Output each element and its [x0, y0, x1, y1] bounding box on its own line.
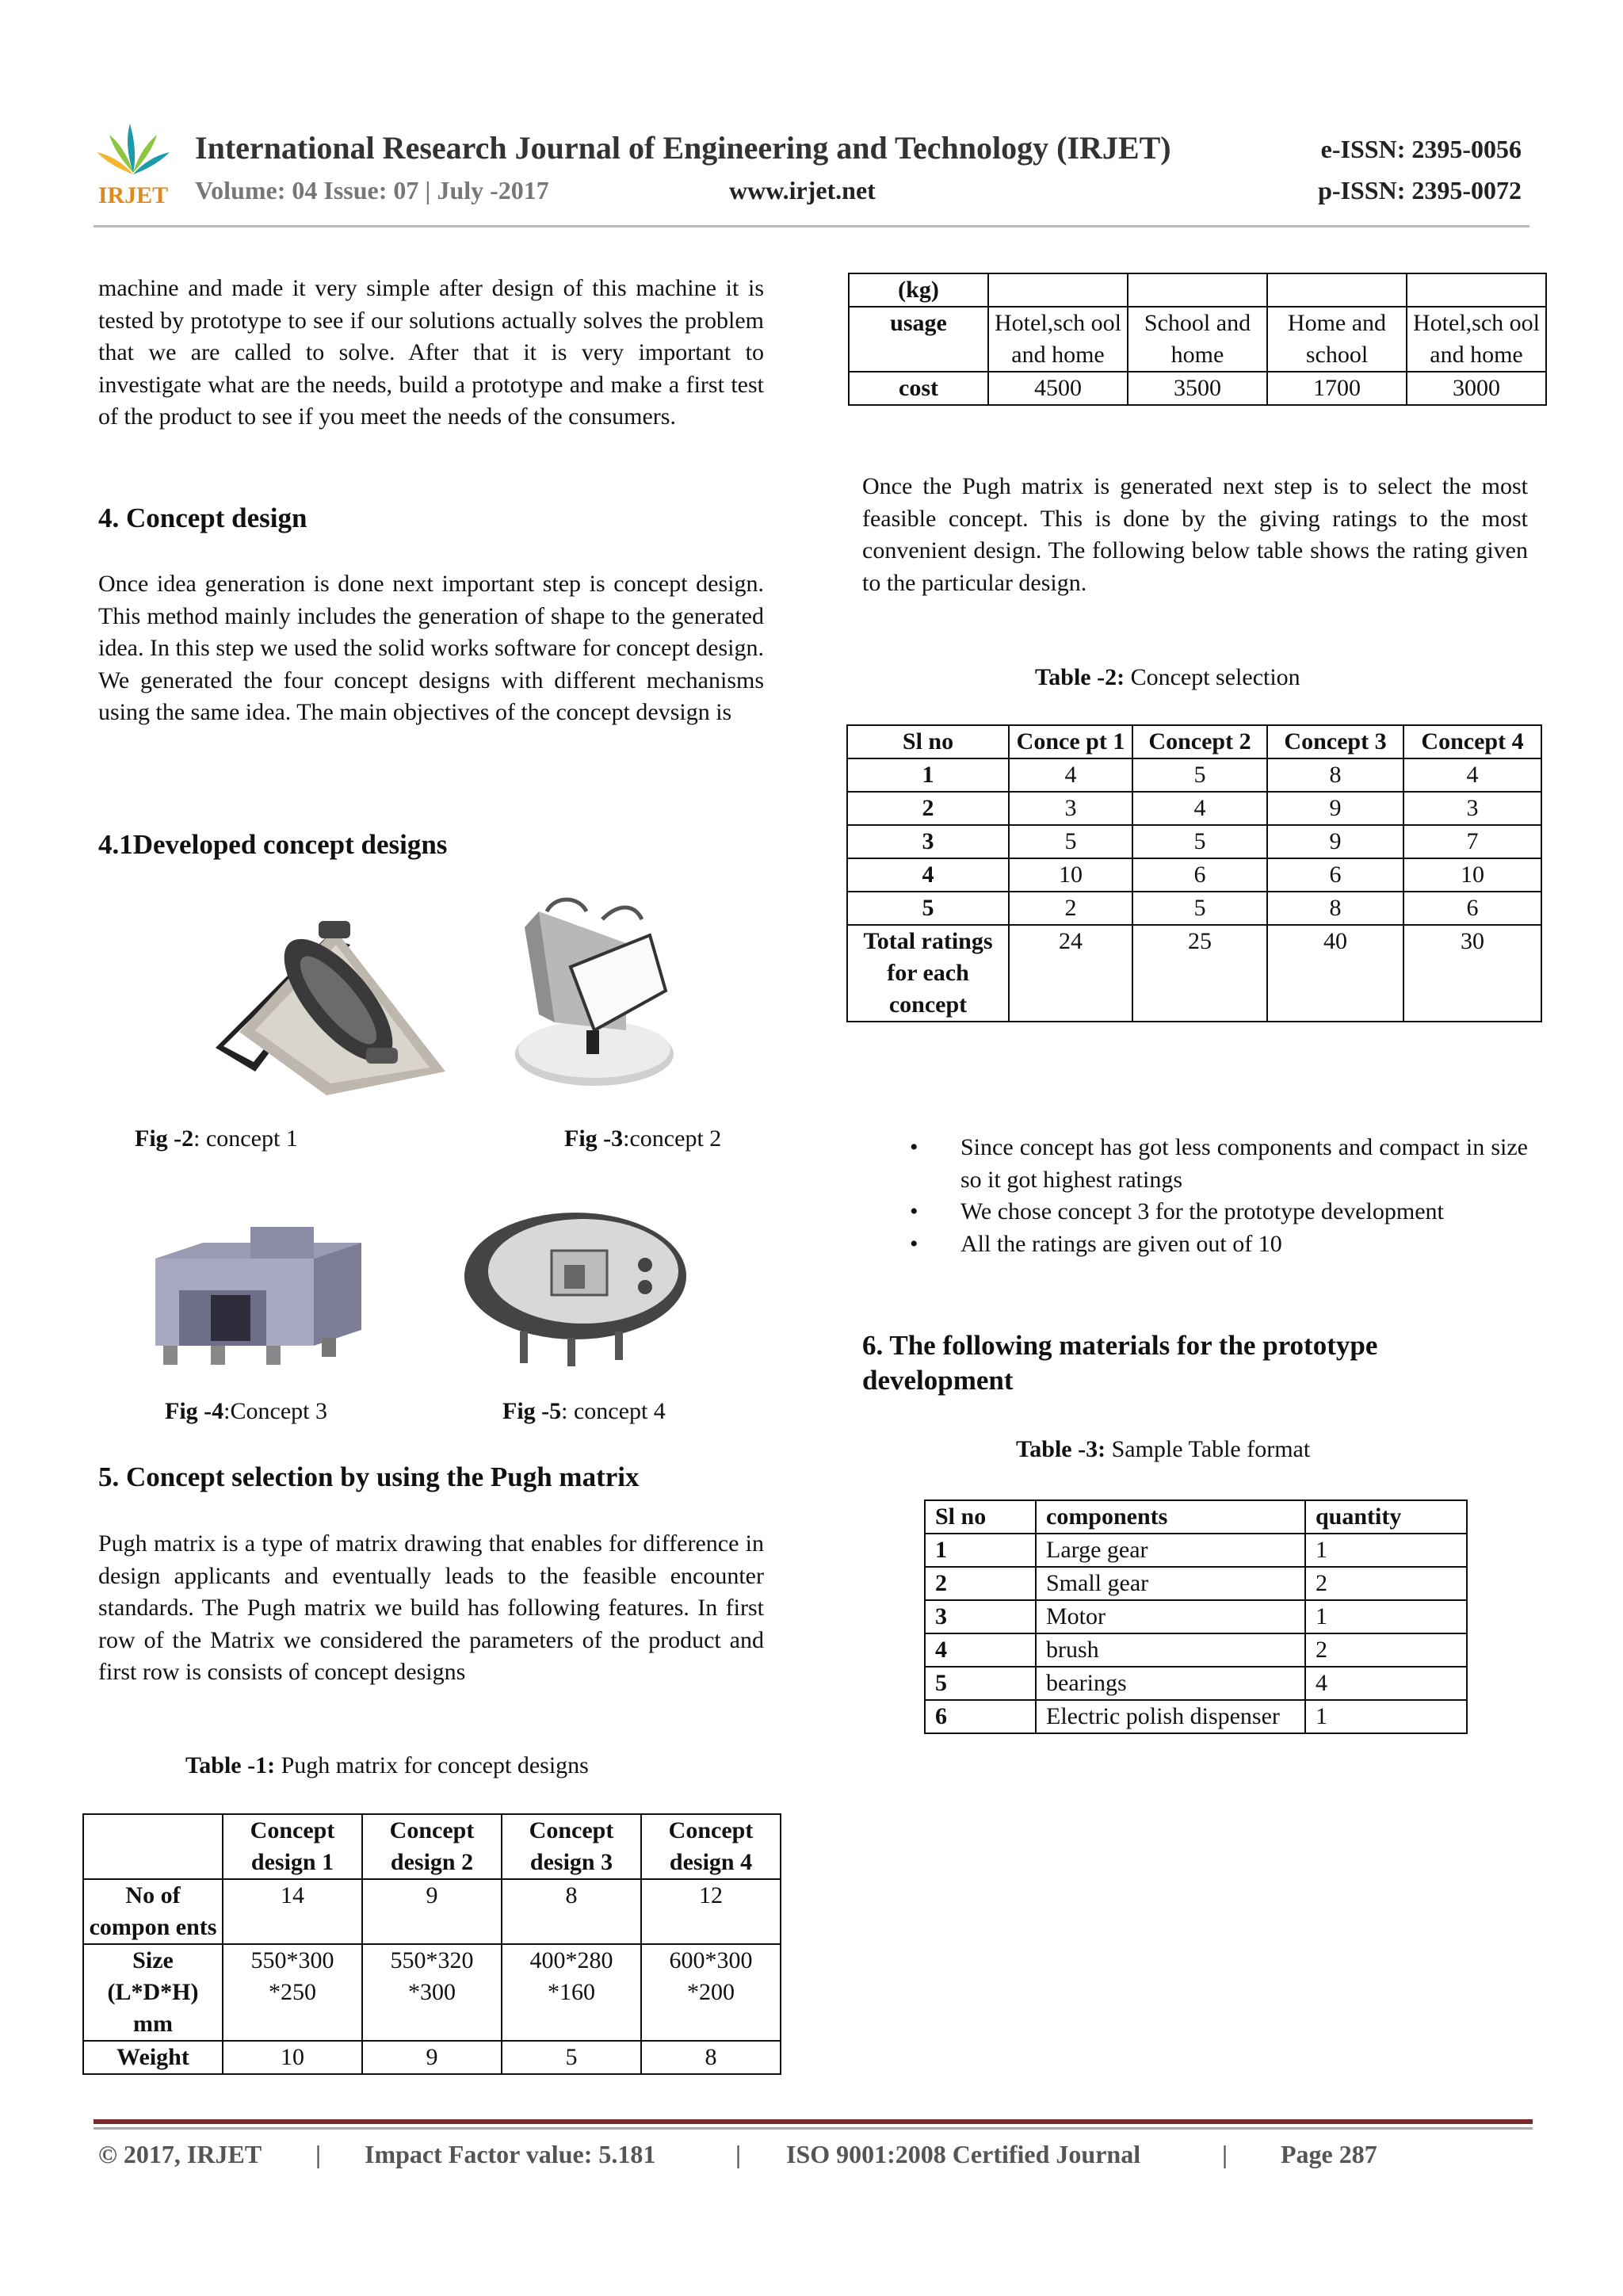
table-row — [925, 1633, 1467, 1667]
table-cell: 3 — [1009, 792, 1132, 825]
table-cell: 8 — [502, 1879, 641, 1944]
fig-2-caption: Fig -2: concept 1 — [135, 1125, 298, 1152]
section-4-paragraph: Once idea generation is done next important step is concept design. This method mainly includes the generation of shape to the generated idea. In this step we used the solid works software for concept design. We generated the four concept designs with different mechanisms using the same idea. The main objectives of the concept devsign is — [98, 571, 764, 725]
table-cell: 6 — [1132, 858, 1267, 892]
table-cell: Hotel,sch ool and home — [988, 307, 1128, 372]
table-cell: 600*300 *200 — [641, 1944, 781, 2041]
table-cell: (kg) — [849, 273, 988, 307]
table-header-cell: Concept design 2 — [362, 1814, 502, 1879]
journal-website[interactable]: www.irjet.net — [729, 176, 876, 204]
table-cell: Large gear — [1036, 1534, 1305, 1567]
table-header-cell: Sl no — [925, 1500, 1036, 1534]
footer-separator: | — [1222, 2140, 1228, 2168]
irjet-logo — [94, 117, 173, 209]
table-header-row — [83, 1814, 781, 1879]
footer-separator: | — [315, 2140, 322, 2168]
table-cell — [1128, 273, 1267, 307]
fig-4-caption: Fig -4:Concept 3 — [165, 1398, 327, 1424]
footer-copyright: © 2017, IRJET — [98, 2140, 262, 2168]
list-item: • We chose concept 3 for the prototype development — [910, 1198, 1444, 1224]
volume-issue: Volume: 04 Issue: 07 | July -2017 — [195, 176, 549, 204]
table-header-cell: Concept design 1 — [223, 1814, 362, 1879]
header-rule — [94, 225, 1529, 227]
table-cell: 24 — [1009, 925, 1132, 1022]
table-cell: 3500 — [1128, 372, 1267, 405]
table-cell: 10 — [1403, 858, 1541, 892]
table-cell: 4 — [847, 858, 1009, 892]
fig-3-caption: Fig -3:concept 2 — [564, 1125, 722, 1152]
table-header-cell: Sl no — [847, 725, 1009, 758]
footer-separator: | — [735, 2140, 742, 2168]
table-cell: Hotel,sch ool and home — [1407, 307, 1546, 372]
table-cell: 3 — [1403, 792, 1541, 825]
concept-4-figure — [464, 1205, 694, 1371]
section-4-heading: 4. Concept design — [98, 502, 307, 533]
table-cell: School and home — [1128, 307, 1267, 372]
table-cell: 4 — [1009, 758, 1132, 792]
table-cell: 4 — [1305, 1667, 1467, 1700]
table-header-cell — [83, 1814, 223, 1879]
table-cell: 14 — [223, 1879, 362, 1944]
concept-1-figure — [208, 913, 453, 1095]
table-header-cell: Concept design 4 — [641, 1814, 781, 1879]
table-row — [925, 1600, 1467, 1633]
table-cell: 2 — [1009, 892, 1132, 925]
table-cell: brush — [1036, 1633, 1305, 1667]
table-row — [925, 1567, 1467, 1600]
fig-5-caption: Fig -5: concept 4 — [502, 1398, 666, 1424]
table-row — [847, 892, 1541, 925]
table-cell: 550*320 *300 — [362, 1944, 502, 2041]
table-row — [83, 1879, 781, 1944]
footer-rule — [94, 2119, 1533, 2124]
pugh-matrix-table — [82, 1813, 781, 2075]
table-cell — [988, 273, 1128, 307]
section-5-heading: 5. Concept selection by using the Pugh matrix — [98, 1461, 640, 1492]
table-header-cell: Concept 4 — [1403, 725, 1541, 758]
table-cell: 5 — [1132, 892, 1267, 925]
table-cell: 5 — [847, 892, 1009, 925]
table-cell: 2 — [1305, 1633, 1467, 1667]
table-cell: 1 — [1305, 1600, 1467, 1633]
table-cell: Total ratings for each concept — [847, 925, 1009, 1022]
table-row — [83, 1944, 781, 2041]
table-cell: 8 — [641, 2041, 781, 2074]
table-cell: No of compon ents — [83, 1879, 223, 1944]
table-cell: 10 — [1009, 858, 1132, 892]
table-cell: 3000 — [1407, 372, 1546, 405]
table-row — [849, 307, 1546, 372]
table-cell: 2 — [925, 1567, 1036, 1600]
concept-selection-table — [846, 724, 1542, 1022]
table-cell: 40 — [1267, 925, 1403, 1022]
section-6-heading: 6. The following materials for the prototype development — [862, 1330, 1378, 1396]
eissn: e-ISSN: 2395-0056 — [1320, 135, 1522, 163]
table-row — [925, 1534, 1467, 1567]
table-row — [849, 273, 1546, 307]
table-cell: 550*300 *250 — [223, 1944, 362, 2041]
table-cell: 1 — [1305, 1534, 1467, 1567]
table-cell: cost — [849, 372, 988, 405]
table-row — [925, 1700, 1467, 1733]
table-header-cell: Concept 2 — [1132, 725, 1267, 758]
table-row — [847, 792, 1541, 825]
table-cell: 2 — [847, 792, 1009, 825]
table-cell: 5 — [502, 2041, 641, 2074]
table-cell: 3 — [847, 825, 1009, 858]
footer-impact-factor: Impact Factor value: 5.181 — [365, 2140, 656, 2168]
table-cell: Home and school — [1267, 307, 1407, 372]
table-header-cell: quantity — [1305, 1500, 1467, 1534]
table-cell: 30 — [1403, 925, 1541, 1022]
table-header-cell: components — [1036, 1500, 1305, 1534]
table-cell: 12 — [641, 1879, 781, 1944]
pugh-matrix-table-continued — [848, 273, 1547, 406]
table-cell: 9 — [362, 1879, 502, 1944]
concept-2-figure — [507, 896, 682, 1094]
table-cell — [1267, 273, 1407, 307]
table-cell: 8 — [1267, 758, 1403, 792]
table-cell: 1 — [847, 758, 1009, 792]
table-header-cell: Concept 3 — [1267, 725, 1403, 758]
table-cell: Small gear — [1036, 1567, 1305, 1600]
table-cell: 5 — [1132, 758, 1267, 792]
table-2-caption: Table -2: Concept selection — [1035, 664, 1300, 690]
table-cell: 4 — [925, 1633, 1036, 1667]
table-cell: 9 — [1267, 792, 1403, 825]
footer-iso: ISO 9001:2008 Certified Journal — [786, 2140, 1141, 2168]
concept-3-figure — [155, 1227, 361, 1370]
table-cell: 5 — [925, 1667, 1036, 1700]
table-header-row — [925, 1500, 1467, 1534]
table-row — [847, 825, 1541, 858]
footer-page-number: Page 287 — [1281, 2140, 1377, 2168]
table-cell: 9 — [1267, 825, 1403, 858]
ratings-bullet-list — [862, 1132, 1528, 1260]
list-item: • Since concept has got less components and compact in size so it got highest ratings — [910, 1134, 1528, 1193]
table-header-cell: Concept design 3 — [502, 1814, 641, 1879]
table-cell: Weight — [83, 2041, 223, 2074]
table-row — [847, 925, 1541, 1022]
table-row — [849, 372, 1546, 405]
table-cell: 5 — [1132, 825, 1267, 858]
table-cell: Motor — [1036, 1600, 1305, 1633]
section-4-1-heading: 4.1Developed concept designs — [98, 829, 448, 860]
table-cell: usage — [849, 307, 988, 372]
table-cell: 4500 — [988, 372, 1128, 405]
table-cell: 7 — [1403, 825, 1541, 858]
table-row — [847, 858, 1541, 892]
footer-rule-thin — [94, 2127, 1533, 2130]
table-cell: 4 — [1403, 758, 1541, 792]
table-cell: 9 — [362, 2041, 502, 2074]
table-header-row — [847, 725, 1541, 758]
table-cell: Size (L*D*H) mm — [83, 1944, 223, 2041]
table-row — [83, 2041, 781, 2074]
list-item: • All the ratings are given out of 10 — [910, 1230, 1282, 1257]
journal-title: International Research Journal of Engineering and Technology (IRJET) — [195, 130, 1171, 166]
table-cell: 4 — [1132, 792, 1267, 825]
table-cell: 8 — [1267, 892, 1403, 925]
table-cell: 2 — [1305, 1567, 1467, 1600]
table-row — [847, 758, 1541, 792]
table-cell: 1700 — [1267, 372, 1407, 405]
table-header-cell: Conce pt 1 — [1009, 725, 1132, 758]
table-cell: 5 — [1009, 825, 1132, 858]
table-3-caption: Table -3: Sample Table format — [1016, 1436, 1311, 1462]
table-cell: 6 — [1267, 858, 1403, 892]
table-cell: 3 — [925, 1600, 1036, 1633]
table-cell: 1 — [925, 1534, 1036, 1567]
table-1-caption: Table -1: Pugh matrix for concept designs — [185, 1752, 589, 1778]
table-cell: 6 — [1403, 892, 1541, 925]
table-cell: 10 — [223, 2041, 362, 2074]
table-cell — [1407, 273, 1546, 307]
table-cell: 6 — [925, 1700, 1036, 1733]
pissn: p-ISSN: 2395-0072 — [1318, 176, 1522, 204]
logo-text: IRJET — [97, 182, 169, 208]
table-row — [925, 1667, 1467, 1700]
intro-paragraph: machine and made it very simple after design of this machine it is tested by prototype to see if our solutions actually solves the problem that we are called to solve. After that it is very important to investigate what are the needs, build a prototype and make a first test of the product to see if you meet the needs of the consumers. — [98, 275, 764, 430]
table-cell: Electric polish dispenser — [1036, 1700, 1305, 1733]
materials-table — [924, 1499, 1468, 1734]
pugh-selection-paragraph: Once the Pugh matrix is generated next step is to select the most feasible concept. This is done by the giving ratings to the most convenient design. The following below table shows the rating given to the particular design. — [862, 473, 1528, 596]
section-5-paragraph: Pugh matrix is a type of matrix drawing that enables for difference in design applicants and eventually leads to the feasible encounter standards. The Pugh matrix we build has following features. In first row of the Matrix we considered the parameters of the product and first row is consists of concept designs — [98, 1530, 764, 1685]
table-cell: 25 — [1132, 925, 1267, 1022]
table-cell: 1 — [1305, 1700, 1467, 1733]
table-cell: 400*280 *160 — [502, 1944, 641, 2041]
table-cell: bearings — [1036, 1667, 1305, 1700]
